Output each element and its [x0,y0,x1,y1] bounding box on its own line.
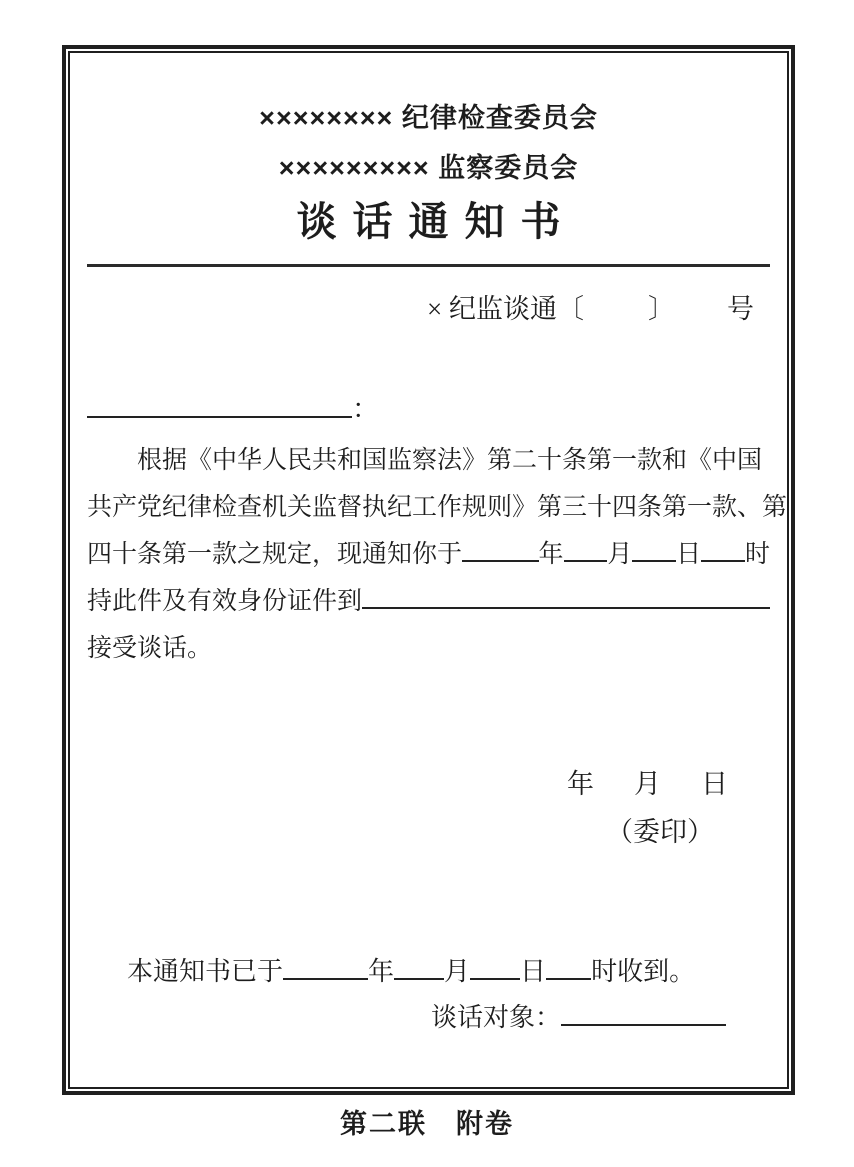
doc-number-close-bracket: 〕 [648,294,675,324]
body-line-4-text: 持此件及有效身份证件到 [87,588,363,615]
receipt-year-blank [283,978,368,980]
receipt-day-label: 日 [520,957,547,986]
doc-number-line [87,291,770,327]
org-name-discipline-commission: ×××××××× 纪律检查委员会 [259,103,598,133]
page-content [73,56,788,1084]
body-line-3-text: 四十条第一款之规定，现通知你于 [87,541,463,568]
month-blank [564,560,608,562]
seal-placeholder-note: （委印） [606,817,714,847]
day-label: 日 [676,541,702,568]
salutation-colon: ： [352,394,379,424]
salutation-line [87,389,770,429]
receipt-text-suffix: 时收到。 [591,957,696,986]
title-divider [87,264,770,267]
year-label: 年 [538,541,564,568]
receipt-acknowledgement-line [87,952,770,992]
receipt-day-blank [470,978,520,980]
body-line-4 [87,578,770,625]
page-border-inner [68,51,789,1089]
receipt-text-pre: 本通知书已于 [127,957,284,986]
body-line-1: 根据《中华人民共和国监察法》第二十条第一款和《中国 [137,447,763,474]
signature-year-label: 年 [567,769,594,799]
body-line-2: 共产党纪律检查机关监督执纪工作规则》第三十四条第一款、第 [87,494,788,521]
signature-day-label: 日 [701,769,728,799]
receipt-month-blank [394,978,444,980]
org-name-supervisory-commission: ××××××××× 监察委员会 [278,153,579,183]
body-paragraph [87,437,788,672]
hour-label: 时 [744,541,770,568]
day-blank [632,560,676,562]
addressee-blank [87,416,352,418]
subject-label: 谈话对象： [430,1003,561,1032]
copy-designation-footer: 第二联 附卷 [340,1109,514,1139]
body-line-3 [87,531,770,578]
body-line-5: 接受谈话。 [87,635,213,662]
page-title: 谈话通知书 [296,199,577,244]
receipt-month-label: 月 [444,957,471,986]
receipt-hour-blank [546,978,591,980]
doc-number-prefix: × 纪监谈通〔 [427,294,584,324]
receipt-year-label: 年 [368,957,395,986]
doc-number-suffix: 号 [727,294,754,324]
hour-blank [701,560,745,562]
month-label: 月 [607,541,633,568]
location-blank [362,607,770,609]
year-blank [462,560,538,562]
interview-subject-line [87,998,770,1038]
subject-signature-blank [561,1024,726,1026]
signature-date-line [87,764,770,804]
signature-month-label: 月 [634,769,661,799]
page-border-outer [62,45,795,1095]
